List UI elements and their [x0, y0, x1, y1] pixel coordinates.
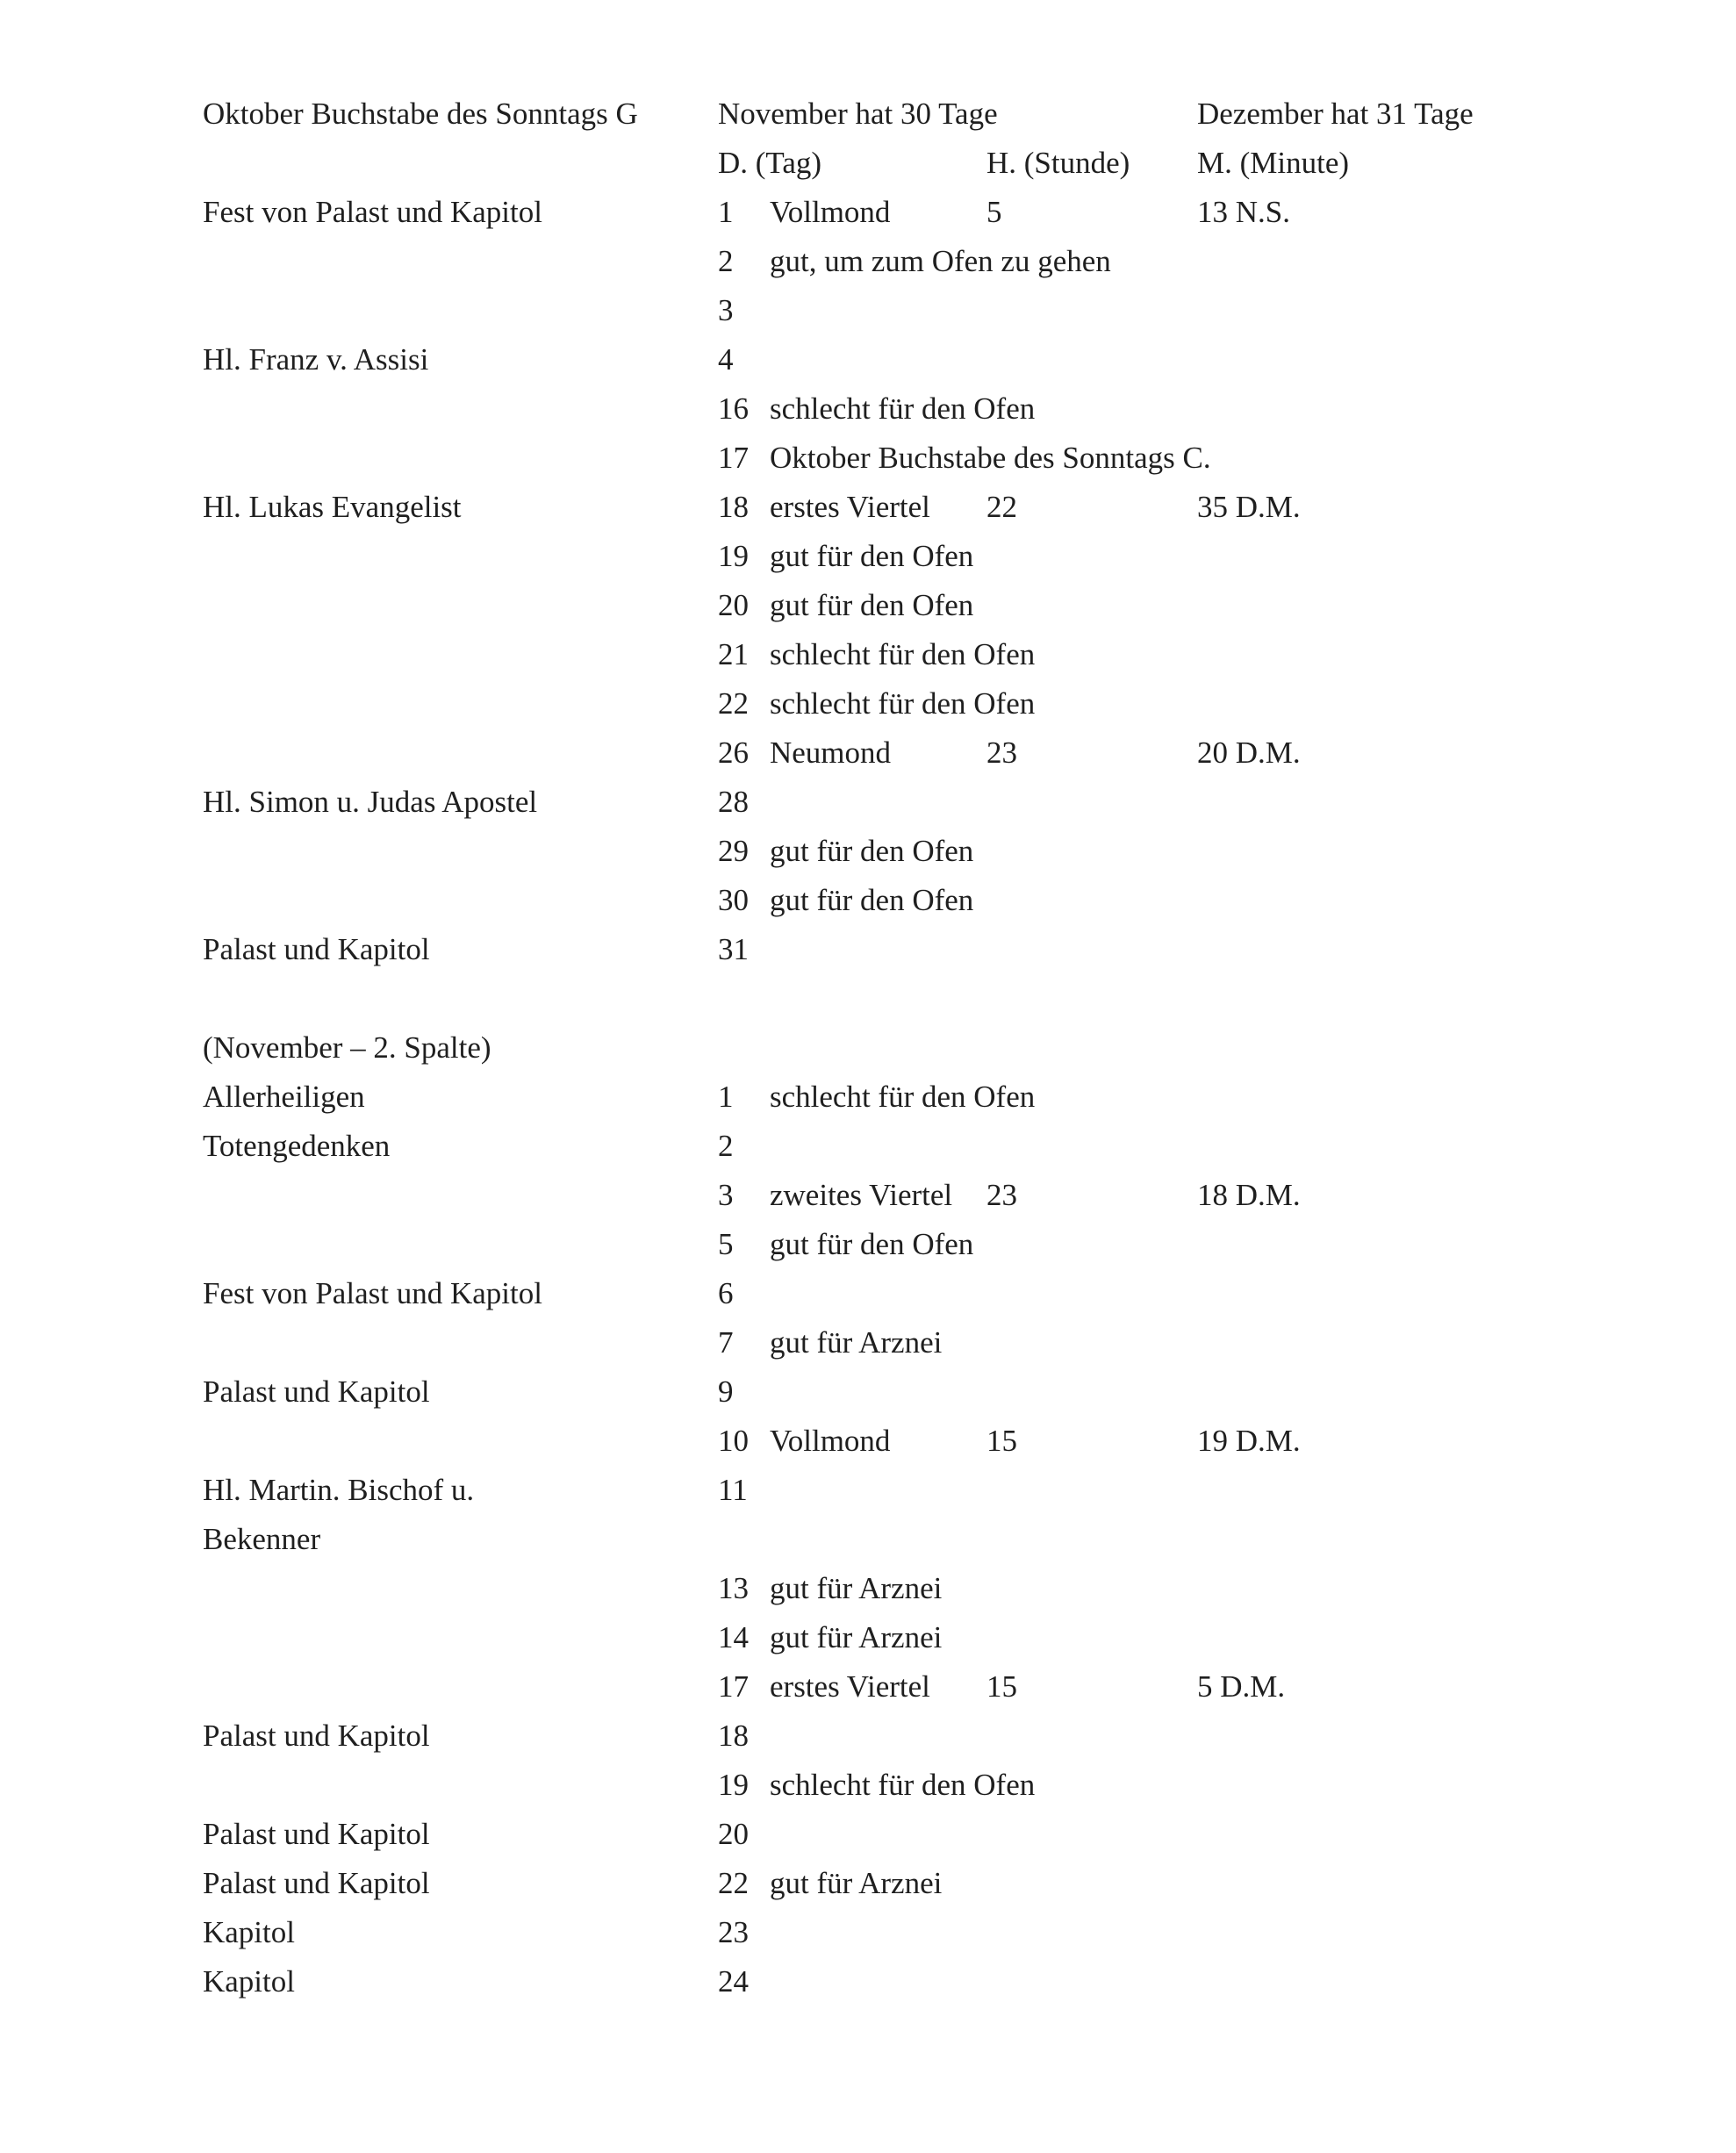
row-left-text: Bekenner	[203, 1522, 321, 1556]
table-row	[0, 1761, 1736, 1810]
row-note: Vollmond	[770, 1424, 891, 1458]
table-row	[0, 286, 1736, 335]
table-row	[0, 1662, 1736, 1712]
row-left-text: Palast und Kapitol	[203, 1866, 430, 1900]
header-december-label: Dezember hat 31 Tage	[1197, 97, 1474, 131]
column-header-hour: H. (Stunde)	[986, 146, 1130, 180]
column-header-day: D. (Tag)	[718, 146, 822, 180]
table-row	[0, 1171, 1736, 1220]
table-row	[0, 1810, 1736, 1859]
row-note: gut für den Ofen	[770, 883, 974, 917]
table-row	[0, 827, 1736, 876]
row-left-text: Palast und Kapitol	[203, 1719, 430, 1753]
row-day-number: 17	[718, 441, 749, 475]
table-row	[0, 1613, 1736, 1662]
row-note: gut für den Ofen	[770, 539, 974, 573]
row-note: zweites Viertel	[770, 1178, 953, 1212]
row-note: gut für Arznei	[770, 1325, 943, 1360]
row-minute: 5 D.M.	[1197, 1669, 1286, 1704]
row-day-number: 19	[718, 1768, 749, 1802]
row-day-number: 5	[718, 1227, 734, 1261]
table-row	[0, 1515, 1736, 1564]
row-day-number: 28	[718, 785, 749, 819]
table-row	[0, 925, 1736, 974]
row-note: Neumond	[770, 736, 892, 770]
table-row	[0, 679, 1736, 728]
row-day-number: 23	[718, 1915, 749, 1949]
row-note: Oktober Buchstabe des Sonntags C.	[770, 441, 1211, 475]
row-left-text: Hl. Lukas Evangelist	[203, 490, 462, 524]
table-row	[0, 581, 1736, 630]
table-row	[0, 1564, 1736, 1613]
row-left-text: Hl. Simon u. Judas Apostel	[203, 785, 538, 819]
header-row-months	[0, 90, 1736, 139]
row-minute: 18 D.M.	[1197, 1178, 1301, 1212]
row-left-text: Palast und Kapitol	[203, 1817, 430, 1851]
header-november-label: November hat 30 Tage	[718, 97, 998, 131]
row-day-number: 1	[718, 1080, 734, 1114]
table-row	[0, 483, 1736, 532]
row-left-text: Palast und Kapitol	[203, 1374, 430, 1409]
row-left-text: Kapitol	[203, 1964, 295, 1999]
row-day-number: 13	[718, 1571, 749, 1605]
row-day-number: 22	[718, 1866, 749, 1900]
table-row	[0, 876, 1736, 925]
row-day-number: 29	[718, 834, 749, 868]
table-row	[0, 1466, 1736, 1515]
row-note: gut für den Ofen	[770, 588, 974, 622]
table-row	[0, 237, 1736, 286]
row-day-number: 20	[718, 1817, 749, 1851]
row-left-text: Fest von Palast und Kapitol	[203, 1276, 542, 1310]
row-hour: 5	[986, 195, 1002, 229]
table-row	[0, 778, 1736, 827]
row-note: schlecht für den Ofen	[770, 686, 1036, 721]
row-left-text: Totengedenken	[203, 1129, 391, 1163]
row-minute: 19 D.M.	[1197, 1424, 1301, 1458]
row-note: gut für den Ofen	[770, 834, 974, 868]
row-day-number: 4	[718, 342, 734, 377]
table-row	[0, 188, 1736, 237]
row-day-number: 22	[718, 686, 749, 721]
row-day-number: 6	[718, 1276, 734, 1310]
table-row	[0, 630, 1736, 679]
table-row	[0, 1417, 1736, 1466]
table-row	[0, 434, 1736, 483]
row-hour: 15	[986, 1424, 1017, 1458]
table-row	[0, 384, 1736, 434]
row-day-number: 2	[718, 244, 734, 278]
row-note: gut für Arznei	[770, 1866, 943, 1900]
row-minute: 20 D.M.	[1197, 736, 1301, 770]
row-day-number: 18	[718, 490, 749, 524]
row-day-number: 30	[718, 883, 749, 917]
row-minute: 13 N.S.	[1197, 195, 1290, 229]
row-note: schlecht für den Ofen	[770, 1080, 1036, 1114]
row-note: schlecht für den Ofen	[770, 637, 1036, 671]
row-hour: 15	[986, 1669, 1017, 1704]
table-row	[0, 1269, 1736, 1318]
table-row	[0, 1859, 1736, 1908]
table-row	[0, 1023, 1736, 1073]
table-row	[0, 1957, 1736, 2006]
row-day-number: 16	[718, 391, 749, 426]
row-left-text: (November – 2. Spalte)	[203, 1030, 491, 1065]
row-note: gut für Arznei	[770, 1571, 943, 1605]
row-left-text: Allerheiligen	[203, 1080, 365, 1114]
row-hour: 23	[986, 736, 1017, 770]
header-october-label: Oktober Buchstabe des Sonntags G	[203, 97, 638, 131]
row-day-number: 21	[718, 637, 749, 671]
row-left-text: Hl. Martin. Bischof u.	[203, 1473, 475, 1507]
row-day-number: 31	[718, 932, 749, 966]
row-left-text: Kapitol	[203, 1915, 295, 1949]
row-day-number: 19	[718, 539, 749, 573]
table-row	[0, 1712, 1736, 1761]
row-note: schlecht für den Ofen	[770, 391, 1036, 426]
row-day-number: 24	[718, 1964, 749, 1999]
row-day-number: 3	[718, 1178, 734, 1212]
table-row	[0, 532, 1736, 581]
row-hour: 23	[986, 1178, 1017, 1212]
row-day-number: 2	[718, 1129, 734, 1163]
table-row	[0, 1073, 1736, 1122]
header-row-columns	[0, 139, 1736, 188]
row-day-number: 17	[718, 1669, 749, 1704]
row-day-number: 1	[718, 195, 734, 229]
row-day-number: 18	[718, 1719, 749, 1753]
row-day-number: 7	[718, 1325, 734, 1360]
row-day-number: 3	[718, 293, 734, 327]
row-note: gut für Arznei	[770, 1620, 943, 1654]
table-row	[0, 728, 1736, 778]
table-row	[0, 335, 1736, 384]
row-day-number: 14	[718, 1620, 749, 1654]
row-note: erstes Viertel	[770, 490, 930, 524]
row-day-number: 11	[718, 1473, 748, 1507]
row-note: erstes Viertel	[770, 1669, 930, 1704]
table-row	[0, 1318, 1736, 1367]
row-hour: 22	[986, 490, 1017, 524]
row-left-text: Fest von Palast und Kapitol	[203, 195, 542, 229]
row-note: gut, um zum Ofen zu gehen	[770, 244, 1111, 278]
table-row	[0, 1908, 1736, 1957]
table-row	[0, 1122, 1736, 1171]
row-day-number: 20	[718, 588, 749, 622]
row-day-number: 9	[718, 1374, 734, 1409]
row-left-text: Palast und Kapitol	[203, 932, 430, 966]
row-day-number: 26	[718, 736, 749, 770]
column-header-minute: M. (Minute)	[1197, 146, 1350, 180]
row-note: Vollmond	[770, 195, 891, 229]
row-note: schlecht für den Ofen	[770, 1768, 1036, 1802]
table-row	[0, 974, 1736, 1023]
table-row	[0, 1367, 1736, 1417]
row-minute: 35 D.M.	[1197, 490, 1301, 524]
table-row	[0, 1220, 1736, 1269]
row-left-text: Hl. Franz v. Assisi	[203, 342, 429, 377]
row-note: gut für den Ofen	[770, 1227, 974, 1261]
row-day-number: 10	[718, 1424, 749, 1458]
